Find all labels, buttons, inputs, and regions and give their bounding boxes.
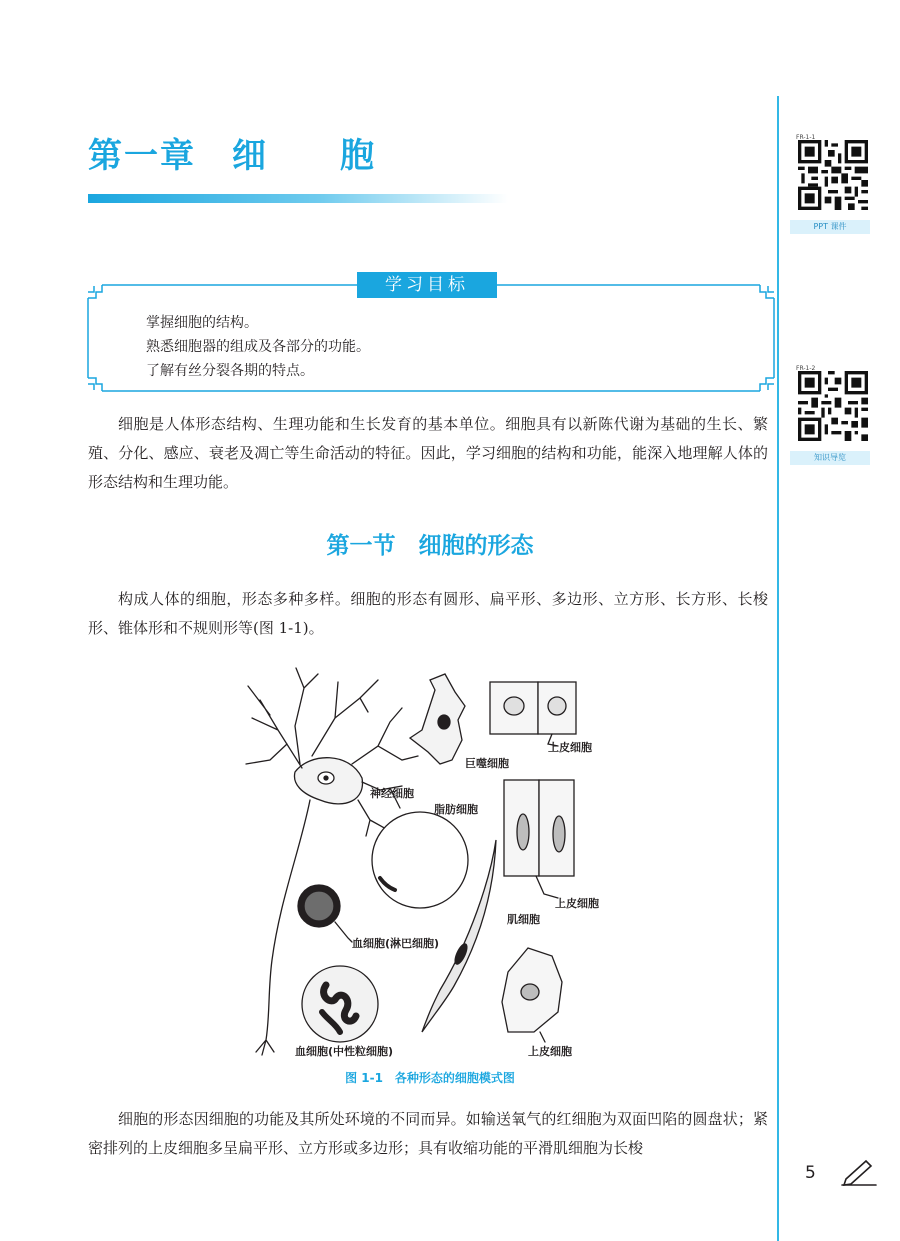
qr-label[interactable]: 知识导览 — [790, 451, 870, 465]
body-paragraph: 细胞的形态因细胞的功能及其所处环境的不同而异。如输送氧气的红细胞为双面凹陷的圆盘状；紧密排列的上皮细胞多呈扁平形、立方形或多边形；具有收缩功能的平滑肌细胞为长梭 — [88, 1110, 768, 1157]
qr-id: FR-1-2 — [796, 365, 816, 372]
figure-label: 上皮细胞 — [555, 897, 599, 910]
epithelial-polygonal-drawing — [502, 948, 562, 1042]
fat-cell-drawing — [372, 812, 468, 908]
macrophage-drawing — [410, 674, 465, 764]
neutrophil-drawing — [302, 966, 378, 1042]
qr-panel-guide[interactable] — [790, 365, 870, 465]
epithelial-cuboidal-drawing — [490, 682, 576, 746]
section-title: 第一节 细胞的形态 — [326, 533, 534, 559]
objective-item: 了解有丝分裂各期的特点。 — [146, 363, 314, 379]
body-paragraph: 构成人体的细胞，形态多种多样。细胞的形态有圆形、扁平形、多边形、立方形、长方形、长梭形、锥体形和不规则形等(图 1-1)。 — [88, 590, 768, 637]
qr-id: FR-1-1 — [796, 134, 816, 141]
epithelial-columnar-drawing — [504, 780, 574, 898]
lymphocyte-drawing — [298, 885, 352, 942]
qr-code-icon[interactable] — [798, 140, 868, 210]
qr-label[interactable]: PPT 课件 — [790, 220, 870, 234]
chapter-title: 第一章 细 胞 — [88, 136, 376, 176]
page-number: 5 — [805, 1163, 816, 1183]
qr-panel-ppt[interactable] — [790, 134, 870, 234]
figure-label: 血细胞(淋巴细胞) — [352, 937, 440, 950]
figure-caption: 图 1-1 各种形态的细胞模式图 — [345, 1071, 515, 1085]
objective-item: 熟悉细胞器的组成及各部分的功能。 — [146, 339, 370, 355]
intro-paragraph: 细胞是人体形态结构、生理功能和生长发育的基本单位。细胞具有以新陈代谢为基础的生长、繁殖、分化、感应、衰老及凋亡等生命活动的特征。因此，学习细胞的结构和功能，能深入地理解人体的形态结构和生理功能。 — [88, 415, 768, 491]
figure-label: 脂肪细胞 — [434, 803, 478, 816]
figure-label: 神经细胞 — [370, 787, 414, 800]
figure-label: 肌细胞 — [507, 913, 540, 926]
objective-item: 掌握细胞的结构。 — [146, 315, 258, 331]
figure-label: 上皮细胞 — [528, 1045, 572, 1058]
pen-icon — [838, 1157, 880, 1187]
chapter-title-bar — [88, 194, 508, 203]
objectives-title: 学习目标 — [357, 272, 497, 298]
figure-label: 血细胞(中性粒细胞) — [295, 1045, 394, 1058]
cell-diagram — [240, 660, 620, 1060]
qr-code-icon[interactable] — [798, 371, 868, 441]
figure-label: 上皮细胞 — [548, 741, 592, 754]
figure-label: 巨噬细胞 — [465, 757, 509, 770]
